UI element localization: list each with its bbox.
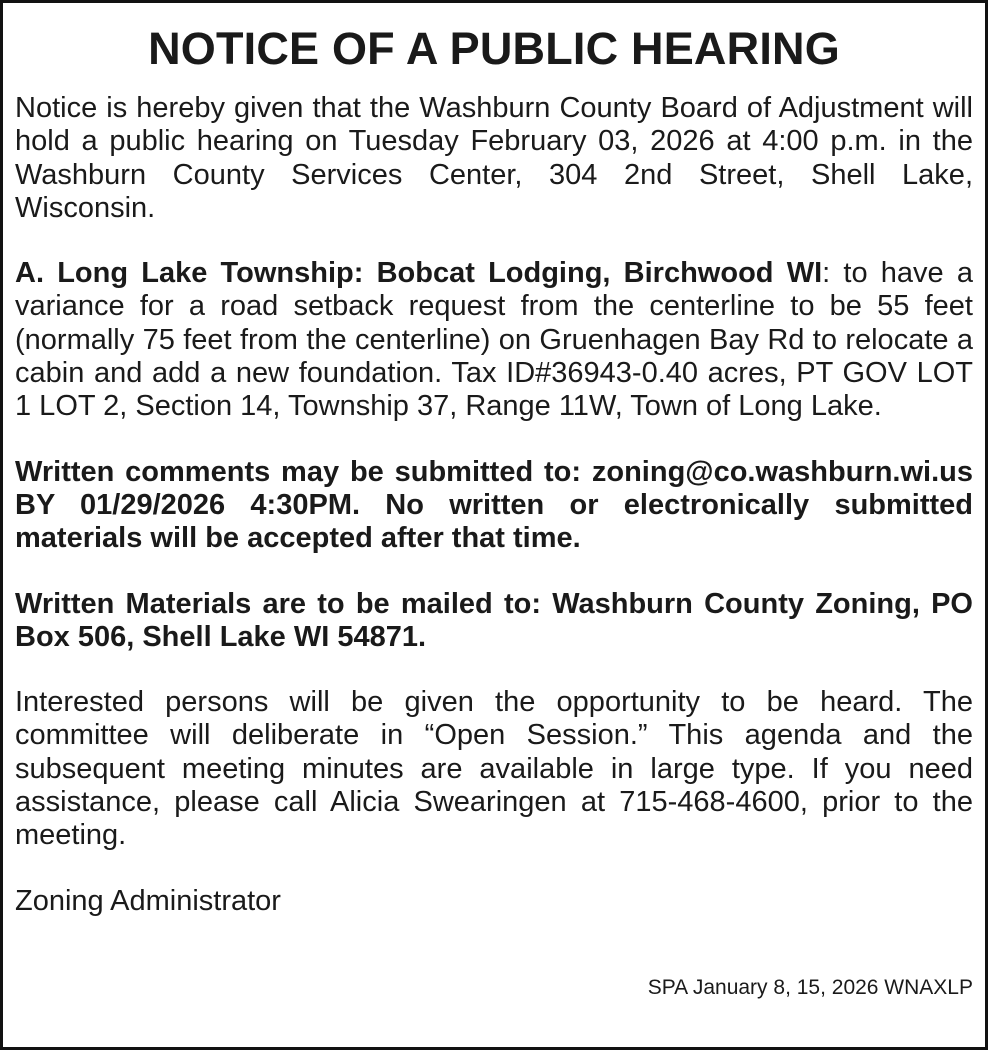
mailing-paragraph: Written Materials are to be mailed to: Washburn County Zoning, PO Box 506, Shell Lake WI 54871.	[15, 587, 973, 653]
item-a-paragraph	[15, 257, 973, 423]
notice-title: NOTICE OF A PUBLIC HEARING	[148, 23, 840, 74]
closing-paragraph: Interested persons will be given the opportunity to be heard. The committee will deliberate in “Open Session.” This agenda and the subsequent meeting minutes are available in large type. If you need assistance, please call Alicia Swearingen at 715-468-4600, prior to the meeting.	[15, 686, 973, 852]
publication-footer: SPA January 8, 15, 2026 WNAXLP	[647, 976, 973, 999]
item-a-body: : to have a variance for a road setback request from the centerline to be 55 feet (normally 75 feet from the centerline) on Gruenhagen Bay Rd to relocate a cabin and add a new foundation. Tax ID#36943-0.40 acres, PT GOV LOT 1 LOT 2, Section 14, Township 37, Range 11W, Town of Long Lake.	[15, 257, 973, 423]
intro-paragraph: Notice is hereby given that the Washburn County Board of Adjustment will hold a public hearing on Tuesday February 03, 2026 at 4:00 p.m. in the Washburn County Services Center, 304 2nd Street, Shell Lake, Wisconsin.	[15, 92, 973, 224]
written-comments-paragraph: Written comments may be submitted to: zoning@co.washburn.wi.us BY 01/29/2026 4:30PM. No written or electronically submitted materials will be accepted after that time.	[15, 455, 973, 555]
item-a-heading: A. Long Lake Township: Bobcat Lodging, Birchwood WI	[15, 257, 823, 290]
signature: Zoning Administrator	[15, 884, 281, 917]
